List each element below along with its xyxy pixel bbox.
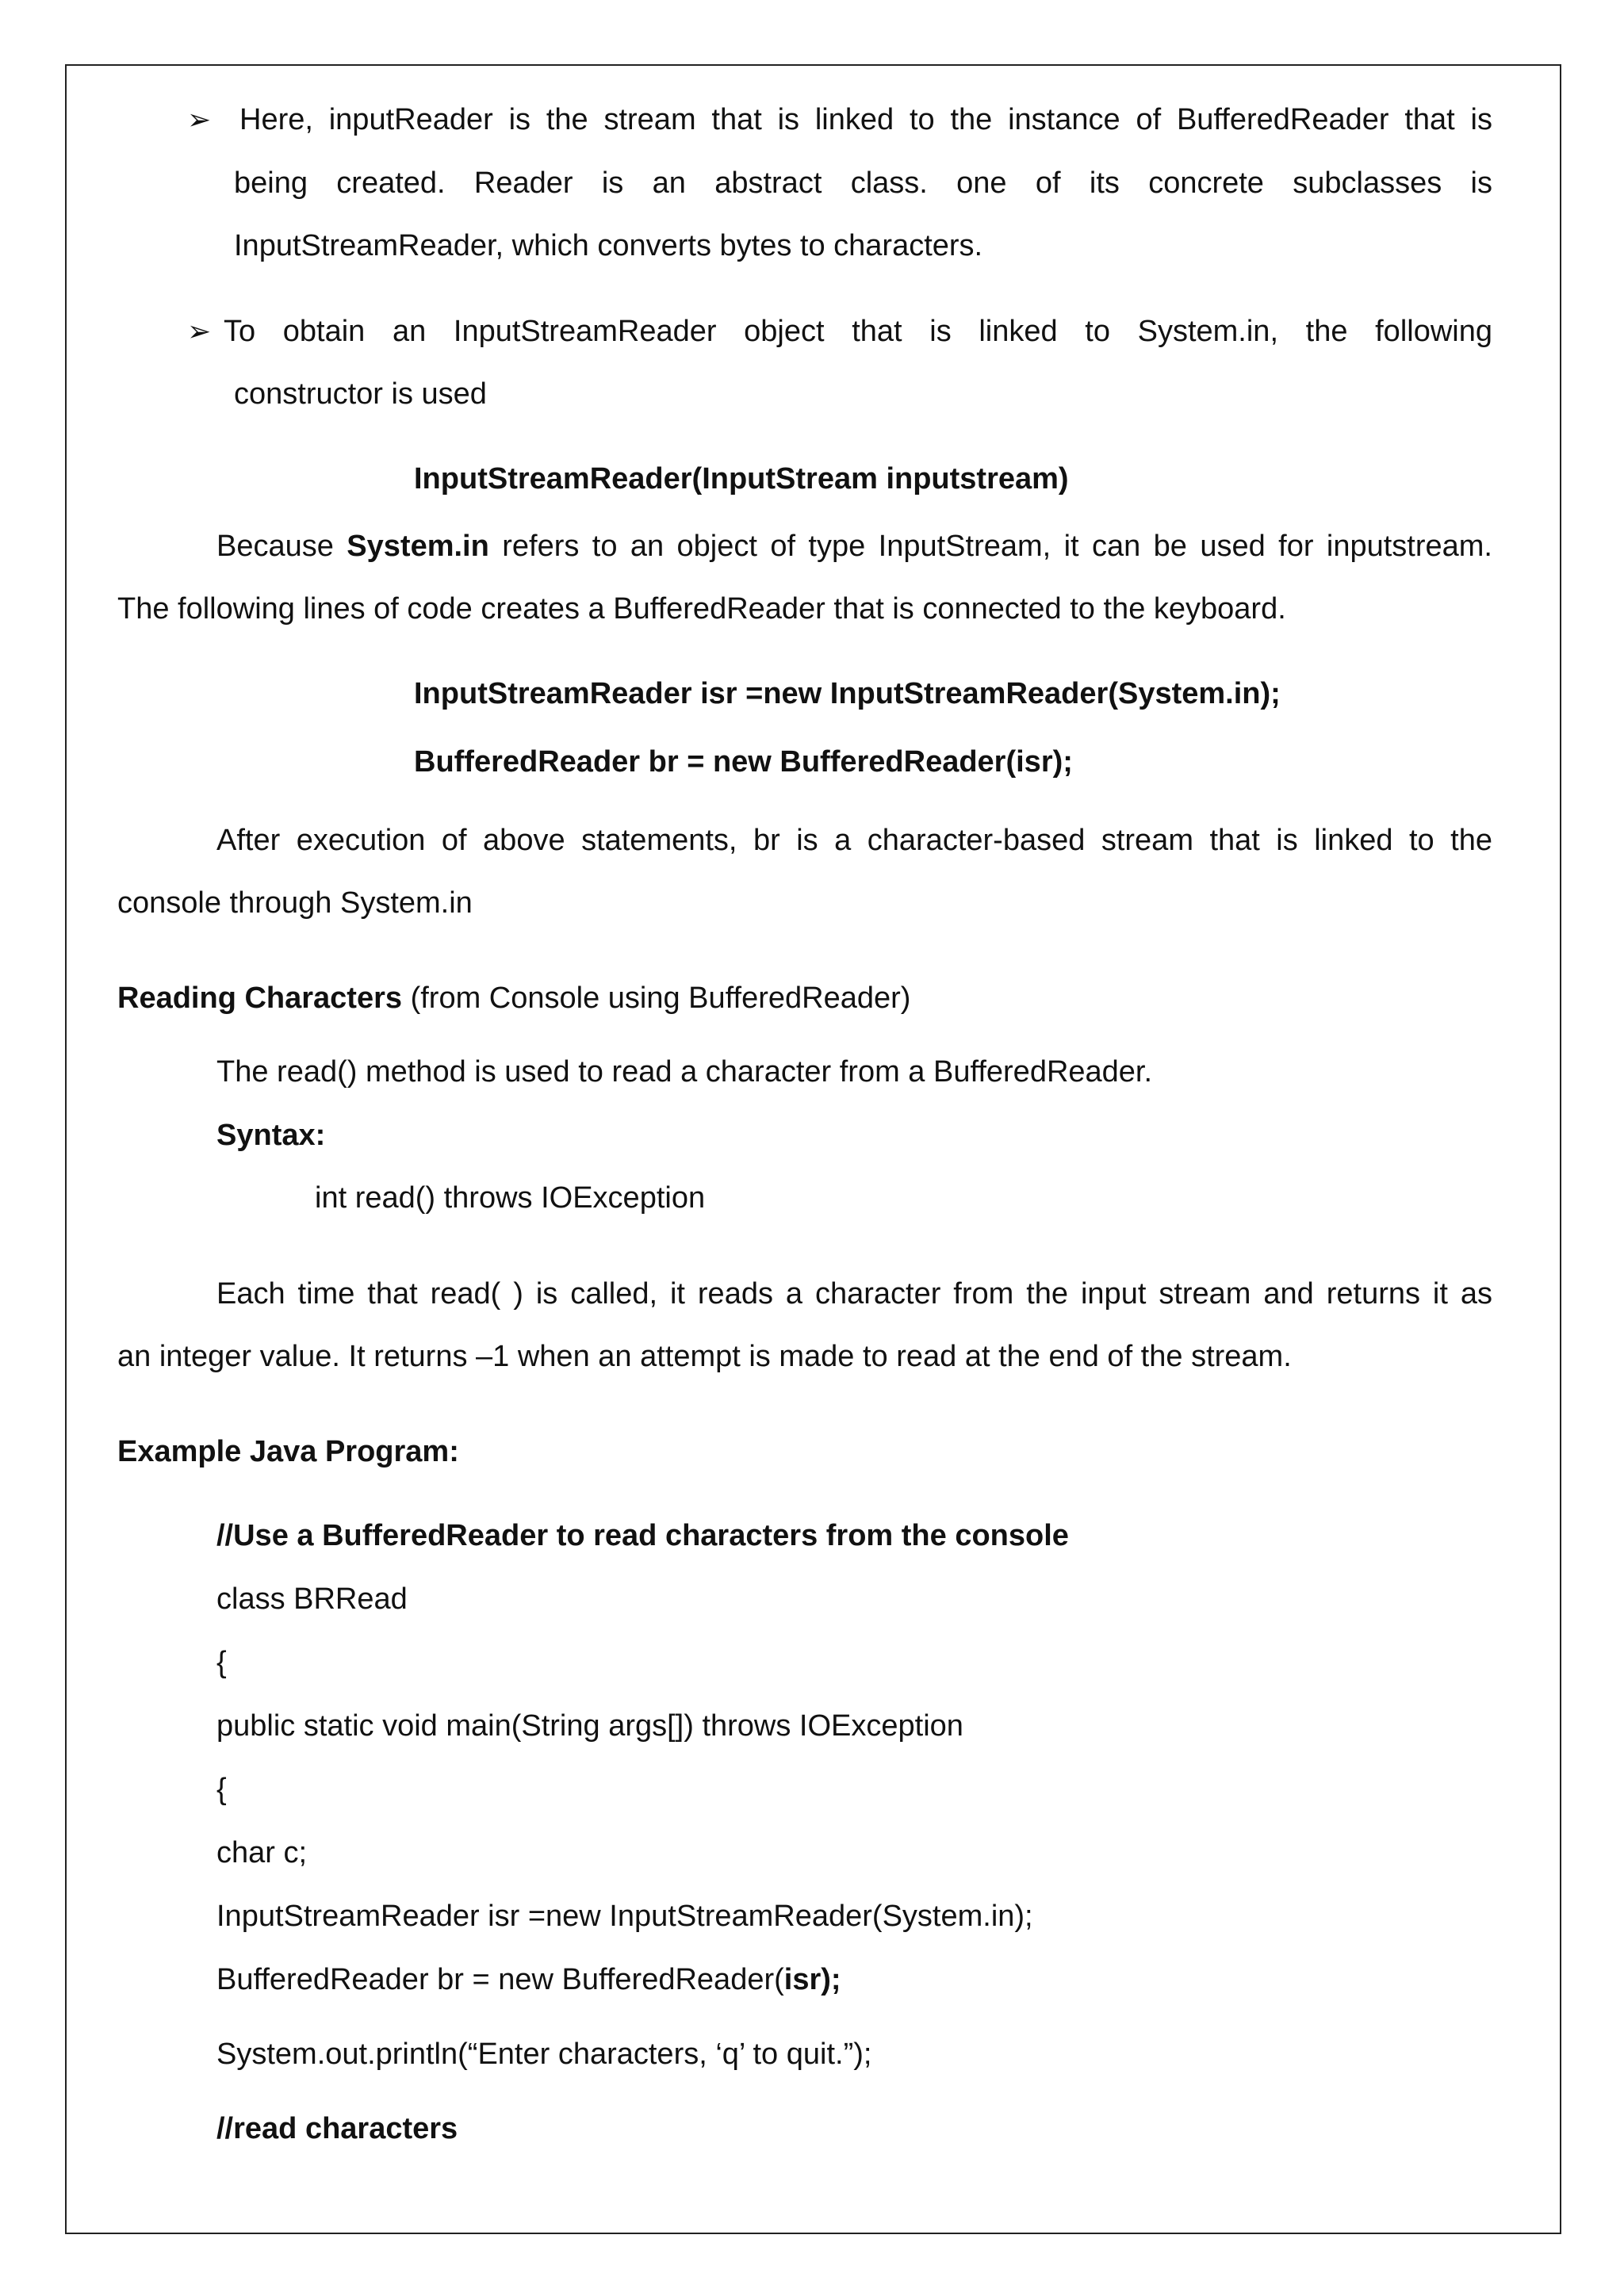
example-heading: Example Java Program: [117,1435,459,1468]
code-line-isr: InputStreamReader isr =new InputStreamReader(System.in); [216,1900,1033,1933]
code-br-line: BufferedReader br = new BufferedReader(isr); [414,745,1073,779]
bullet-arrow-icon: ➢ [187,103,212,136]
code-br-bold: isr); [783,1963,841,1996]
para-each-line-2: an integer value. It returns –1 when an attempt is made to read at the end of the stream. [117,1340,1292,1373]
para-because-pre: Because [216,530,347,563]
para-because-post: refers to an object of type InputStream, it can be used for inputstream. [488,530,1492,563]
code-line-brace-open-1: { [216,1646,227,1679]
section-heading-reading [117,983,910,1013]
reading-intro: The read() method is used to read a character from a BufferedReader. [216,1055,1153,1089]
para-because-line-2: The following lines of code creates a BufferedReader that is connected to the keyboard. [117,592,1286,626]
bullet-1-line-1: Here, inputReader is the stream that is linked to the instance of BufferedReader that is [239,103,1492,136]
section-heading-bold: Reading Characters [117,982,403,1015]
code-line-char: char c; [216,1836,308,1869]
section-heading-rest: (from Console using BufferedReader) [402,982,911,1015]
code-comment-2: //read characters [216,2112,458,2145]
code-line-br [216,1965,841,1995]
code-line-println: System.out.println(“Enter characters, ‘q’ to quit.”); [216,2038,872,2071]
para-each-line-1: Each time that read( ) is called, it reads a character from the input stream and returns it as [216,1277,1492,1311]
para-because-line-1 [216,531,1492,561]
para-because-bold: System.in [347,530,489,563]
code-br-pre: BufferedReader br = new BufferedReader( [216,1963,784,1996]
code-line-class: class BRRead [216,1582,408,1616]
code-line-brace-open-2: { [216,1773,227,1806]
bullet-2-line-2: constructor is used [234,377,487,411]
para-after-line-1: After execution of above statements, br is a character-based stream that is linked to the [216,824,1492,857]
bullet-1-line-3: InputStreamReader, which converts bytes to characters. [234,229,983,262]
constructor-signature: InputStreamReader(InputStream inputstream) [414,462,1069,496]
para-after-line-2: console through System.in [117,886,473,920]
code-isr-line: InputStreamReader isr =new InputStreamReader(System.in); [414,677,1281,710]
bullet-2-line-1: To obtain an InputStreamReader object that is linked to System.in, the following [224,315,1492,348]
bullet-1-line-2: being created. Reader is an abstract class. one of its concrete subclasses is [234,166,1492,200]
bullet-arrow-icon: ➢ [187,315,212,347]
syntax-label: Syntax: [216,1119,326,1152]
code-comment-1: //Use a BufferedReader to read characters from the console [216,1519,1069,1552]
syntax-code: int read() throws IOException [315,1181,706,1215]
code-line-main: public static void main(String args[]) throws IOException [216,1709,963,1743]
